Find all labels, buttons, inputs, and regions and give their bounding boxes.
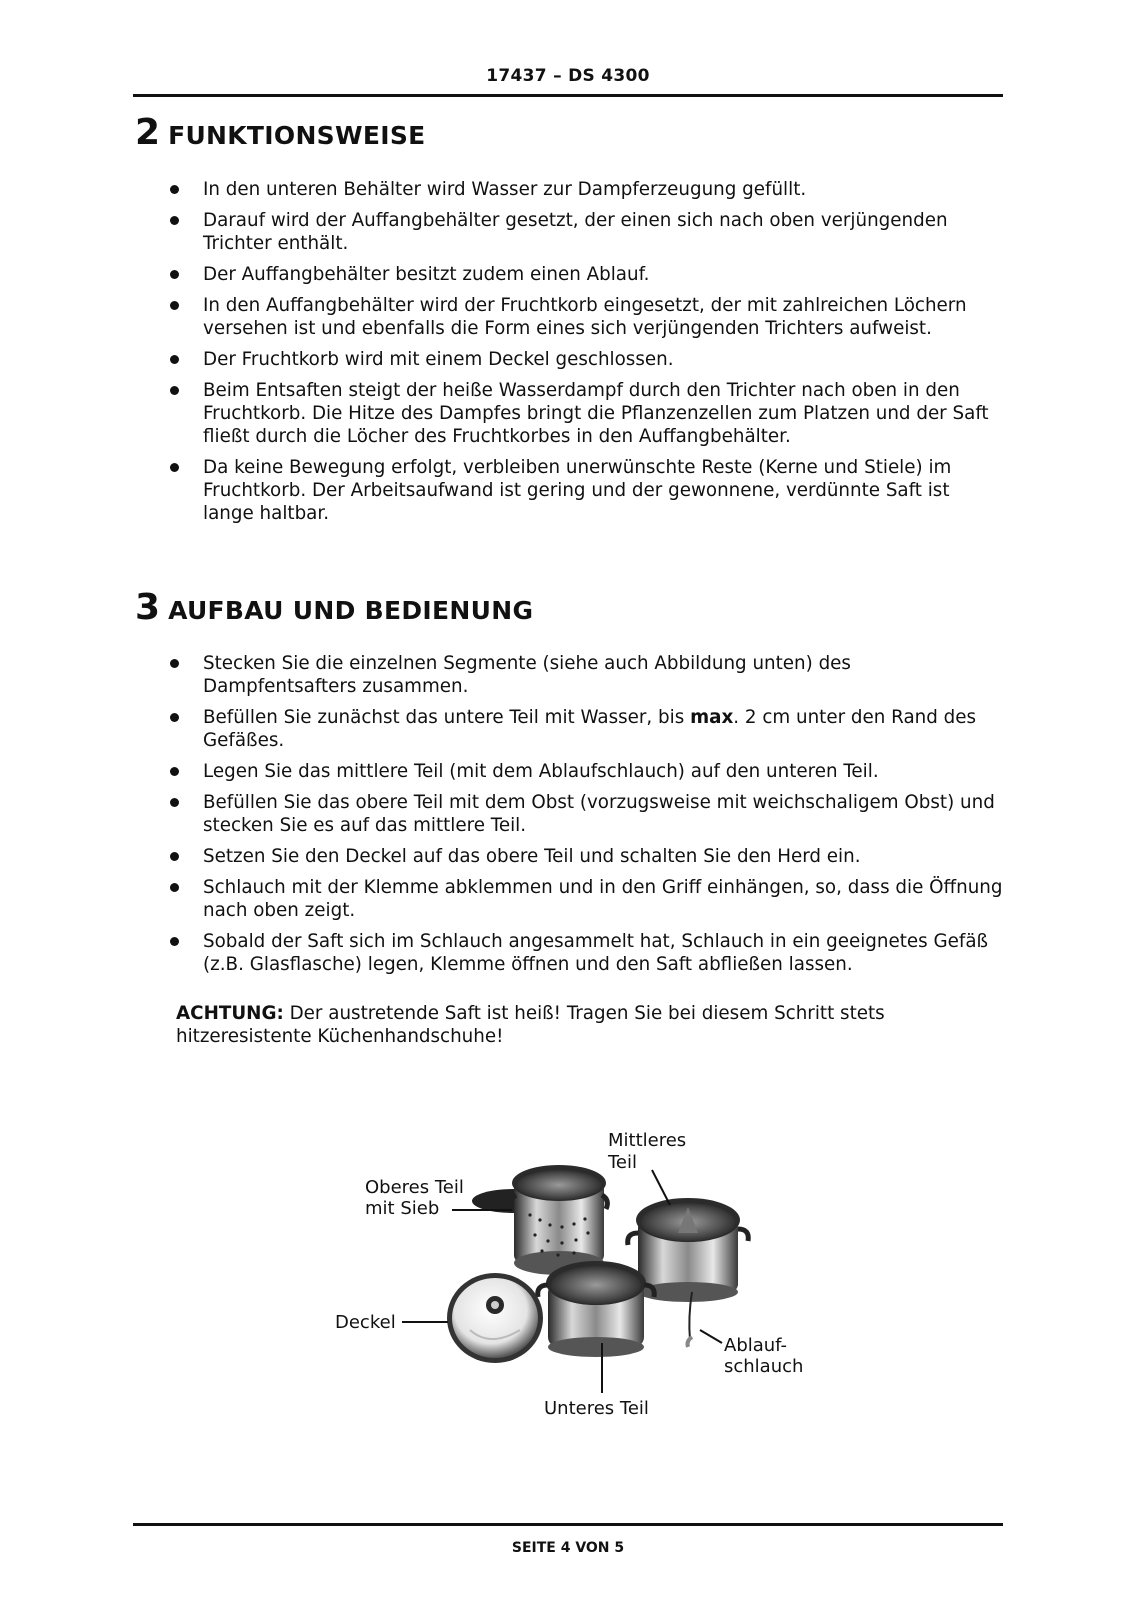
label-lid: Deckel	[335, 1312, 396, 1333]
lower-part	[538, 1261, 655, 1357]
list-item	[168, 706, 1003, 752]
juicer-parts-figure	[330, 1125, 830, 1455]
upper-basket-part	[472, 1165, 607, 1275]
label-drain-hose	[724, 1335, 803, 1377]
section-3-list	[168, 652, 1003, 984]
document-id-header: 17437 – DS 4300	[486, 66, 650, 86]
label-drain-hose-line1: Ablauf-	[724, 1335, 788, 1356]
list-item: Schlauch mit der Klemme abklemmen und in den Griff einhängen, so, dass die Öffnung nach oben zeigt.	[168, 876, 1003, 922]
emphasis-max: max	[690, 707, 734, 728]
label-drain-hose-line2: schlauch	[724, 1356, 804, 1377]
glass-lid-part	[447, 1273, 543, 1363]
label-middle-part	[608, 1130, 686, 1174]
list-item: In den Auffangbehälter wird der Fruchtkorb eingesetzt, der mit zahlreichen Löchern versehen ist und ebenfalls die Form eines sich verjüngenden Trichters aufweist.	[168, 294, 1003, 340]
section-2-number: 2	[135, 112, 161, 153]
footer-divider	[133, 1523, 1003, 1526]
warning-text: Der austretende Saft ist heiß! Tragen Sie bei diesem Schritt stets hitzeresistente Küchenhandschuhe!	[176, 1003, 885, 1047]
list-item: Der Fruchtkorb wird mit einem Deckel geschlossen.	[168, 348, 1003, 371]
section-2-title: FUNKTIONSWEISE	[168, 121, 426, 150]
label-upper-part	[365, 1177, 464, 1219]
list-item: Der Auffangbehälter besitzt zudem einen Ablauf.	[168, 263, 1003, 286]
header-divider	[133, 94, 1003, 97]
section-2-list	[168, 178, 1003, 533]
label-upper-part-line1: Oberes Teil	[365, 1177, 464, 1198]
warning-note	[176, 1002, 966, 1048]
warning-label: ACHTUNG:	[176, 1003, 284, 1024]
list-item: In den unteren Behälter wird Wasser zur Dampferzeugung gefüllt.	[168, 178, 1003, 201]
label-upper-part-line2: mit Sieb	[365, 1198, 440, 1219]
list-item: Befüllen Sie das obere Teil mit dem Obst (vorzugsweise mit weichschaligem Obst) und stecken Sie es auf das mittlere Teil.	[168, 791, 1003, 837]
page-number-footer: SEITE 4 VON 5	[511, 1540, 625, 1556]
label-middle-part-line2: Teil	[608, 1152, 638, 1173]
list-item: Da keine Bewegung erfolgt, verbleiben unerwünschte Reste (Kerne und Stiele) im Fruchtkorb. Der Arbeitsaufwand ist gering und der gewonnene, verdünnte Saft ist lange haltbar.	[168, 456, 1003, 525]
list-item: Stecken Sie die einzelnen Segmente (siehe auch Abbildung unten) des Dampfentsafters zusammen.	[168, 652, 1003, 698]
middle-part	[628, 1198, 749, 1347]
list-item: Sobald der Saft sich im Schlauch angesammelt hat, Schlauch in ein geeignetes Gefäß (z.B. Glasflasche) legen, Klemme öffnen und den Saft abfließen lassen.	[168, 930, 1003, 976]
list-item-text: Befüllen Sie zunächst das untere Teil mit Wasser, bis	[203, 707, 691, 728]
list-item-text: . 2 cm unter den Rand des Gefäßes.	[203, 707, 977, 751]
list-item: Legen Sie das mittlere Teil (mit dem Ablaufschlauch) auf den unteren Teil.	[168, 760, 1003, 783]
label-middle-part-line1: Mittleres	[608, 1130, 687, 1151]
section-3-title: AUFBAU UND BEDIENUNG	[168, 596, 534, 625]
list-item: Beim Entsaften steigt der heiße Wasserdampf durch den Trichter nach oben in den Fruchtkorb. Die Hitze des Dampfes bringt die Pflanzenzellen zum Platzen und der Saft fließt durch die Löcher des Fruchtkorbes in den Auffangbehälter.	[168, 379, 1003, 448]
section-3-heading	[135, 587, 533, 628]
section-3-number: 3	[135, 587, 161, 628]
label-lower-part: Unteres Teil	[544, 1398, 649, 1419]
section-2-heading	[135, 112, 426, 153]
list-item: Setzen Sie den Deckel auf das obere Teil und schalten Sie den Herd ein.	[168, 845, 1003, 868]
list-item: Darauf wird der Auffangbehälter gesetzt, der einen sich nach oben verjüngenden Trichter enthält.	[168, 209, 1003, 255]
